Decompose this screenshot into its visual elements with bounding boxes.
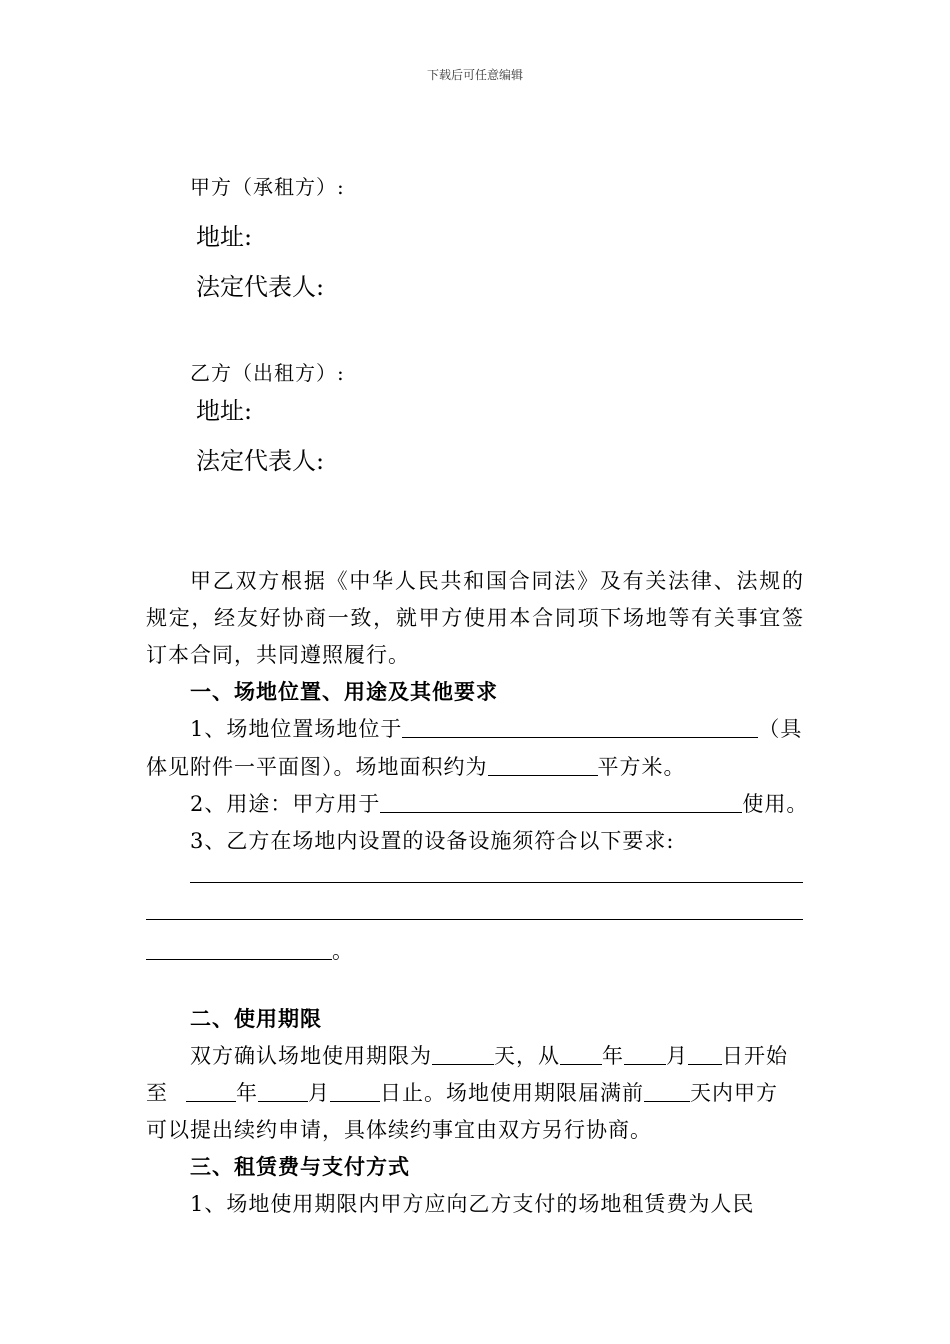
item2-text-a: 2、用途：甲方用于 — [190, 792, 381, 816]
term-text-b: 天，从 — [494, 1044, 560, 1068]
party-b-address-label: 地址: — [196, 397, 253, 425]
term-text-j: 天内甲方 — [690, 1081, 778, 1105]
term-text-d: 月 — [666, 1044, 688, 1068]
section3-item1: 1、场地使用期限内甲方应向乙方支付的场地租赁费为人民 — [190, 1192, 755, 1216]
renewal-days-blank[interactable] — [644, 1079, 690, 1102]
section3-heading: 三、租赁费与支付方式 — [190, 1154, 410, 1179]
term-text-i: 日止。场地使用期限届满前 — [380, 1081, 644, 1105]
party-a-address-label: 地址: — [196, 223, 253, 251]
usage-blank[interactable] — [380, 790, 742, 813]
item3-end: 。 — [332, 939, 354, 963]
section1-item2 — [190, 789, 808, 819]
term-text-g: 年 — [236, 1081, 258, 1105]
area-blank[interactable] — [488, 753, 598, 776]
intro-line-3: 订本合同，共同遵照履行。 — [146, 643, 410, 667]
end-month-blank[interactable] — [258, 1079, 308, 1102]
requirements-blank-3[interactable] — [146, 937, 332, 960]
item1-text-a: 1、场地位置场地位于 — [190, 717, 403, 741]
intro-line-1: 甲乙双方根据《中华人民共和国合同法》及有关法律、法规的 — [190, 569, 804, 593]
start-month-blank[interactable] — [624, 1042, 666, 1065]
term-text-e: 日开始 — [722, 1044, 788, 1068]
section2-line1 — [190, 1041, 788, 1071]
section2-line3: 可以提出续约申请，具体续约事宜由双方另行协商。 — [146, 1118, 652, 1142]
section2-heading: 二、使用期限 — [190, 1006, 322, 1031]
section1-heading: 一、场地位置、用途及其他要求 — [190, 679, 498, 704]
party-a-rep-label: 法定代表人: — [196, 273, 325, 301]
end-year-blank[interactable] — [186, 1079, 236, 1102]
end-day-blank[interactable] — [330, 1079, 380, 1102]
item1-text-b: （具 — [758, 717, 803, 741]
days-blank[interactable] — [432, 1042, 494, 1065]
item1-text-c: 体见附件一平面图）。场地面积约为 — [146, 755, 488, 779]
location-blank[interactable] — [402, 715, 758, 738]
start-year-blank[interactable] — [560, 1042, 602, 1065]
term-text-h: 月 — [308, 1081, 330, 1105]
requirements-blank-2[interactable] — [146, 919, 803, 920]
header-note: 下载后可任意编辑 — [426, 68, 523, 82]
start-day-blank[interactable] — [688, 1042, 722, 1065]
item2-text-b: 使用。 — [742, 792, 809, 816]
term-text-a: 双方确认场地使用期限为 — [190, 1044, 432, 1068]
section1-item1-line1 — [190, 714, 802, 744]
party-a-title: 甲方（承租方）: — [190, 175, 345, 199]
item1-text-d: 平方米。 — [597, 755, 686, 779]
term-text-c: 年 — [602, 1044, 624, 1068]
requirements-last-line — [146, 936, 354, 966]
party-b-rep-label: 法定代表人: — [196, 447, 325, 475]
term-text-f: 至 — [146, 1081, 168, 1105]
requirements-blank-1[interactable] — [190, 882, 803, 883]
intro-line-2: 规定，经友好协商一致，就甲方使用本合同项下场地等有关事宜签 — [146, 606, 804, 630]
section1-item1-line2 — [146, 752, 686, 782]
party-b-title: 乙方（出租方）: — [190, 361, 345, 385]
section2-line2 — [146, 1078, 778, 1108]
section1-item3: 3、乙方在场地内设置的设备设施须符合以下要求: — [190, 829, 675, 853]
